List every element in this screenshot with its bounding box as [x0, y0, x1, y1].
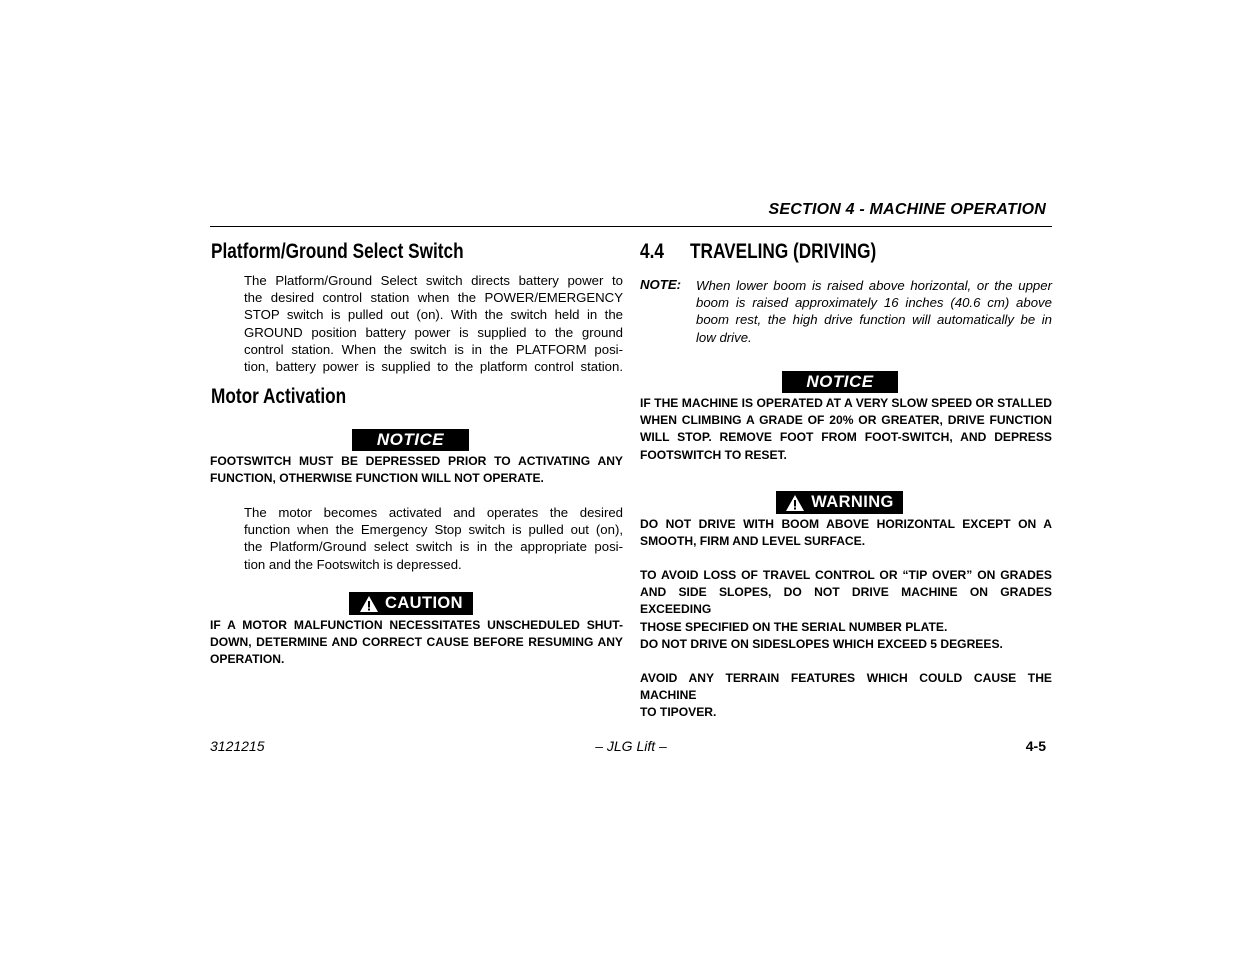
motor-paragraph-line: the Platform/Ground select switch is in the appropriate posi-: [244, 539, 623, 555]
platform-paragraph-line: tion, battery power is supplied to the platform control station.: [244, 359, 623, 375]
caution-badge: [349, 592, 473, 615]
warning-badge: [776, 491, 903, 514]
section-number: 4.4: [640, 240, 664, 263]
platform-paragraph-line: control station. When the switch is in the PLATFORM posi-: [244, 341, 623, 357]
motor-paragraph-line: function when the Emergency Stop switch is pulled out (on),: [244, 522, 623, 538]
platform-paragraph-line: The Platform/Ground Select switch directs battery power to: [244, 273, 623, 288]
caution-label: CAUTION: [385, 594, 463, 612]
platform-paragraph-line: STOP switch is pulled out (on). With the switch held in the: [244, 307, 623, 323]
motor-heading: Motor Activation: [211, 385, 347, 408]
note-line: When lower boom is raised above horizontal, or the upper: [696, 278, 1052, 293]
platform-paragraph-line: GROUND position battery power is supplied to the ground: [244, 324, 623, 340]
section-heading: TRAVELING (DRIVING): [690, 240, 877, 263]
section-header: SECTION 4 - MACHINE OPERATION: [768, 201, 1046, 218]
warning-triangle-icon: [785, 494, 805, 512]
motor-paragraph-line: The motor becomes activated and operates the desired: [244, 505, 623, 520]
warning-paragraph-3: [640, 636, 1052, 653]
doc-number: 3121215: [210, 738, 265, 754]
notice-badge: [782, 371, 898, 393]
warning-line: AND SIDE SLOPES, DO NOT DRIVE MACHINE ON GRADES EXCEEDING: [640, 585, 1052, 617]
note-line: low drive.: [696, 329, 752, 345]
warning-triangle-icon: [359, 595, 379, 613]
motor-paragraph: [244, 504, 623, 573]
header-rule: [210, 226, 1052, 227]
notice-badge: [352, 429, 469, 451]
notice-label: NOTICE: [376, 430, 445, 449]
notice-line: FUNCTION, OTHERWISE FUNCTION WILL NOT OPERATE.: [210, 471, 544, 486]
warning-line: THOSE SPECIFIED ON THE SERIAL NUMBER PLATE.: [640, 619, 948, 634]
platform-heading: Platform/Ground Select Switch: [211, 240, 464, 263]
platform-paragraph-line: the desired control station when the POWER/EMERGENCY: [244, 290, 623, 306]
notice-line: WILL STOP. REMOVE FOOT FROM FOOT-SWITCH, AND DEPRESS: [640, 430, 1052, 445]
page-number: 4-5: [1025, 738, 1046, 754]
warning-paragraph-2: [640, 567, 1052, 636]
note-label: NOTE:: [640, 277, 682, 292]
notice-line: FOOTSWITCH MUST BE DEPRESSED PRIOR TO ACTIVATING ANY: [210, 454, 623, 468]
warning-line: SMOOTH, FIRM AND LEVEL SURFACE.: [640, 534, 866, 549]
note-line: boom is raised approximately 16 inches (40.6 cm) above: [696, 295, 1052, 311]
warning-line: DO NOT DRIVE WITH BOOM ABOVE HORIZONTAL EXCEPT ON A: [640, 517, 1052, 531]
warning-line: AVOID ANY TERRAIN FEATURES WHICH COULD CAUSE THE MACHINE: [640, 671, 1052, 703]
caution-line: DOWN, DETERMINE AND CORRECT CAUSE BEFORE RESUMING ANY: [210, 635, 623, 650]
notice-line: IF THE MACHINE IS OPERATED AT A VERY SLOW SPEED OR STALLED: [640, 396, 1052, 410]
motor-paragraph-line: tion and the Footswitch is depressed.: [244, 556, 462, 572]
notice-line: FOOTSWITCH TO RESET.: [640, 447, 787, 462]
notice-label: NOTICE: [806, 372, 874, 391]
caution-line: OPERATION.: [210, 652, 285, 667]
warning-paragraph-4: [640, 670, 1052, 722]
warning-line: TO AVOID LOSS OF TRAVEL CONTROL OR “TIP OVER” ON GRADES: [640, 568, 1052, 582]
warning-label: WARNING: [811, 493, 894, 511]
note-line: boom rest, the high drive function will automatically be in: [696, 312, 1052, 328]
warning-paragraph-1: [640, 516, 1052, 550]
platform-paragraph: [244, 272, 623, 375]
warning-line: DO NOT DRIVE ON SIDESLOPES WHICH EXCEED 5 DEGREES.: [640, 637, 1003, 651]
caution-line: IF A MOTOR MALFUNCTION NECESSITATES UNSCHEDULED SHUT-: [210, 618, 623, 632]
warning-line: TO TIPOVER.: [640, 705, 717, 720]
notice-text-block: [640, 395, 1052, 464]
footer-center: – JLG Lift –: [595, 738, 667, 754]
notice-line: WHEN CLIMBING A GRADE OF 20% OR GREATER, DRIVE FUNCTION: [640, 413, 1052, 428]
note-text-block: [696, 277, 1052, 346]
notice-text-block: [210, 453, 623, 487]
caution-text-block: [210, 617, 623, 669]
